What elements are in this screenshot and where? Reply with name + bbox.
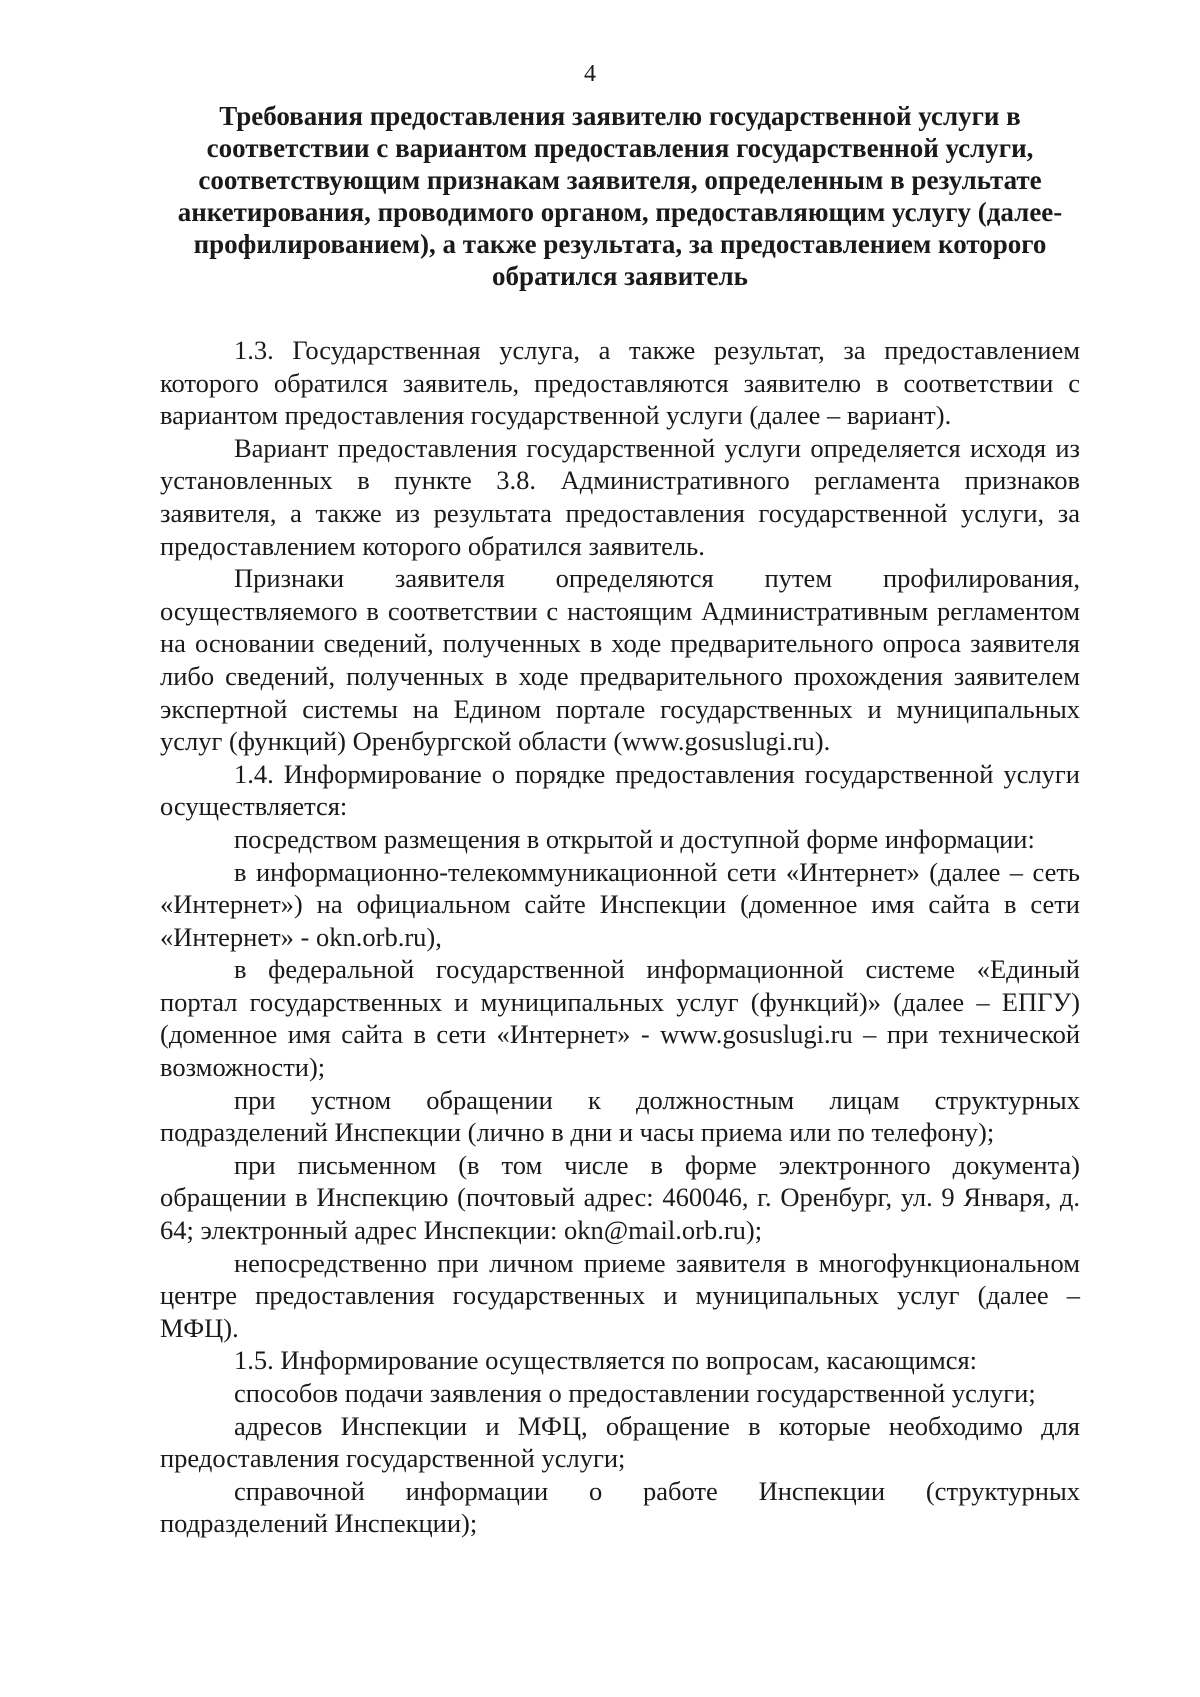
list-item: в информационно-телекоммуникационной сети «Интернет» (далее – сеть «Интернет») на официальном сайте Инспекции (доменное имя сайта в сети «Интернет» - okn.orb.ru), xyxy=(160,856,1080,952)
paragraph-variant: Вариант предоставления государственной услуги определяется исходя из установленных в пункте 3.8. Административного регламента признаков заявителя, а также из результата предоставления государственной услуги, за предоставлением которого обратился заявитель. xyxy=(160,432,1080,561)
list-item: адресов Инспекции и МФЦ, обращение в которые необходимо для предоставления государственной услуги; xyxy=(160,1410,1080,1474)
document-body xyxy=(160,334,1080,1540)
list-item: справочной информации о работе Инспекции (структурных подразделений Инспекции); xyxy=(160,1475,1080,1539)
paragraph-1-3: 1.3. Государственная услуга, а также результат, за предоставлением которого обратился заявитель, предоставляются заявителю в соответствии с вариантом предоставления государственной услуги (далее – вариант). xyxy=(160,335,1080,431)
paragraph-1-4: 1.4. Информирование о порядке предоставления государственной услуги осуществляется: xyxy=(160,758,1080,822)
paragraph-1-5: 1.5. Информирование осуществляется по вопросам, касающимся: xyxy=(234,1345,978,1376)
list-item: при устном обращении к должностным лицам структурных подразделений Инспекции (лично в дни и часы приема или по телефону); xyxy=(160,1084,1080,1148)
list-item: способов подачи заявления о предоставлении государственной услуги; xyxy=(234,1378,1036,1408)
list-item: непосредственно при личном приеме заявителя в многофункциональном центре предоставления государственных и муниципальных услуг (далее – МФЦ). xyxy=(160,1247,1080,1343)
list-item: при письменном (в том числе в форме электронного документа) обращении в Инспекцию (почтовый адрес: 460046, г. Оренбург, ул. 9 Января, д. 64; электронный адрес Инспекции: okn@mail.orb.ru); xyxy=(160,1149,1080,1246)
list-item: в федеральной государственной информационной системе «Единый портал государственных и муниципальных услуг (функций)» (далее – ЕПГУ) (доменное имя сайта в сети «Интернет» - www.gosuslugi.ru – при технической возможности); xyxy=(160,954,1080,1083)
page-number: 4 xyxy=(584,61,596,87)
paragraph-applicant-features: Признаки заявителя определяются путем профилирования, осуществляемого в соответствии с настоящим Административным регламентом на основании сведений, полученных в ходе предварительного опроса заявителя либо сведений, полученных в ходе предварительного прохождения заявителем экспертной системы на Едином портале государственных и муниципальных услуг (функций) Оренбургской области (www.gosuslugi.ru). xyxy=(160,563,1080,757)
list-item: посредством размещения в открытой и доступной форме информации: xyxy=(234,823,1035,854)
section-heading: Требования предоставления заявителю государственной услуги в соответствии с вариантом предоставления государственной услуги, соответствующим признакам заявителя, определенным в результате анкетирования, проводимого органом, предоставляющим услугу (далее-профилированием), а также результата, за предоставлением которого обратился заявитель xyxy=(177,101,1063,291)
